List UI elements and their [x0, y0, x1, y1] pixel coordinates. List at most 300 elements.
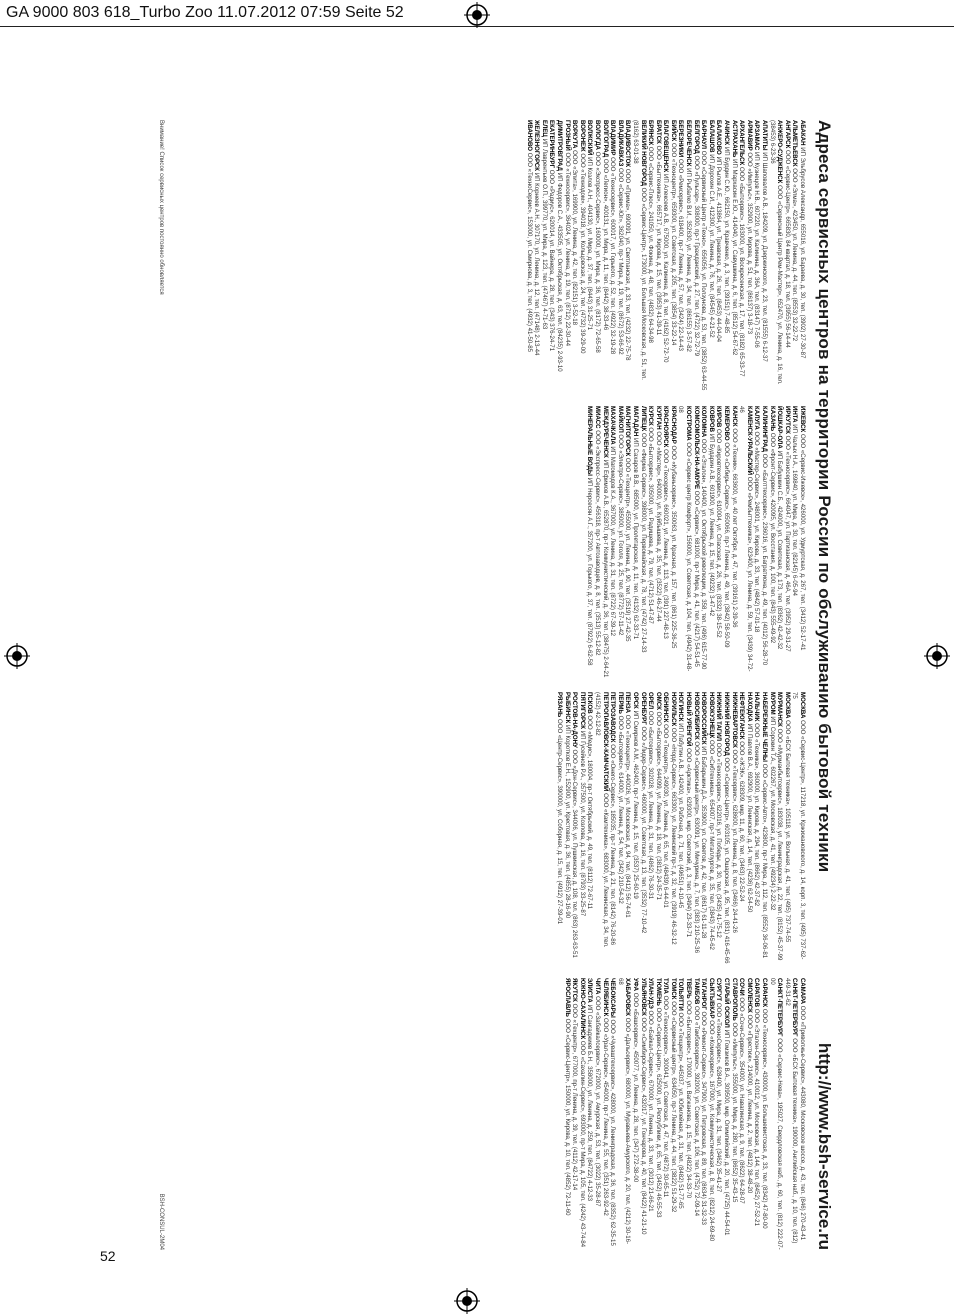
address-entry [760, 406, 768, 678]
address-details: ООО «Техцентр», 455000, ул. Ленина, д. 90, тел. (3519) 27-42-35 [624, 457, 632, 642]
city-name: БРАТСК [654, 120, 662, 144]
city-name: КУРСК [647, 406, 655, 426]
city-name: ТВЕРЬ [685, 978, 693, 999]
address-entry [776, 692, 784, 964]
address-entry [647, 978, 655, 1250]
city-name: АРМАВИР [745, 120, 753, 151]
address-details: ИП Козлов А.Н., 404130, ул. Мира, д. 37, тел. (8443) 31-25-71 [586, 157, 594, 331]
city-name: НОРИЛЬСК [669, 692, 677, 727]
city-name: ТАГАНРОГ [700, 978, 708, 1010]
address-details: ООО «Сервис-Центр», 173000, ул. Большая Московская, д. 51, тел. (8162) 63-01-38 [631, 120, 647, 380]
address-details: ИП Ефимов А.В., 652870, пр-т Коммунистический, д. 36, тел. (38475) 2-64-21 [601, 459, 609, 678]
city-name: РЯЗАНЬ [556, 692, 563, 718]
address-details: ООО «Фирма Сервис», 398000, ул. Первомайская, д. 78, тел. (4742) 27-14-33 [639, 432, 647, 653]
city-name: СТАВРОПОЛЬ [730, 978, 738, 1021]
address-entry [745, 978, 753, 1250]
city-name: НОГИНСК [677, 692, 685, 722]
address-entry [654, 978, 662, 1250]
city-name: КУРГАН [654, 406, 662, 430]
address-details: ООО «Сервис-Центр», 625000, ул. Республики, д. 65, тел. (3452) 46-55-33 [654, 1007, 662, 1218]
address-entry [692, 692, 700, 964]
address-details: ООО «Байкал-Сервис», 670000, ул. Ленина, д. 33, тел. (3012) 21-66-21 [647, 1010, 655, 1212]
address-entry [722, 978, 730, 1250]
address-details: ООО «Кубаньсервис», 350063, ул. Красная, д. 157, тел. (861) 225-36-25 [669, 445, 677, 649]
address-entry [563, 978, 571, 1250]
city-name: ОМСК [654, 692, 662, 710]
address-details: ООО «ТехноСервис», 153000, ул. Смирнова, д. 3, тел. (4932) 41-50-85 [525, 152, 533, 353]
address-details: ООО «Элма», 423450, ул. Ленина, д. 44, тел. (8553) 32-22-72 [791, 168, 799, 342]
address-entry [669, 978, 677, 1250]
address-entry [798, 120, 806, 392]
address-entry [707, 692, 715, 964]
address-details: ООО «Забайкалсервис», 672000, ул. Амурская, д. 53, тел. (3022) 35-28-87 [593, 996, 601, 1207]
address-entry [563, 120, 571, 392]
city-name: КАМЕНСК-УРАЛЬСКИЙ [745, 406, 753, 475]
address-details: ИП Алексеев А.В., 675000, ул. Калинина, д. 8, тел. (4162) 52-72-70 [662, 173, 670, 363]
city-name: ОБНИНСК [662, 692, 670, 723]
address-details: ИП Дорохин С.И., 412300, ул. Ленина, д. 76, тел. (84545) 4-21-52 [707, 154, 715, 338]
address-details: ООО «Арктика», 629300, мкр. Советский, д. 3, тел. (3494) 23-33-71 [685, 748, 693, 938]
address-entry [715, 692, 723, 964]
address-entry [609, 406, 617, 678]
address-entry [586, 692, 594, 964]
city-name: НАХОДКА [745, 692, 753, 722]
city-name: ЧИТА [593, 978, 601, 995]
address-details: ООО «Эталон-Сервис», 410012, ул. Московская, д. 144, тел. (8452) 27-52-21 [753, 1008, 761, 1226]
address-entry [685, 692, 693, 964]
address-entry [700, 692, 708, 964]
city-name: САНКТ-ПЕТЕРБУРГ [776, 978, 784, 1037]
address-entry [738, 120, 746, 392]
city-name: ВЛАДИКАВКАЗ [616, 120, 624, 167]
address-details: ООО «Медис», 180004, пр-т Октябрьский, д. 49, тел. (8112) 72-67-11 [586, 715, 594, 910]
address-column-2 [186, 406, 806, 678]
city-name: БАЛАКОВО [715, 120, 723, 155]
address-entry [730, 406, 738, 678]
address-entry [601, 978, 609, 1250]
address-entry [654, 692, 662, 964]
page-number: 52 [100, 1248, 116, 1264]
address-details: ООО «Радиус», 620014, ул. Вайнера, д. 28, тел. (343) 376-24-71 [548, 169, 556, 352]
address-details: ООО «Мастер-Сервис», 248001, ул. Кирова, д. 33, тел. (4842) 57-01-18 [753, 431, 761, 633]
address-details: ООО «Сервис-Центр», 603105, ул. Ошарская, д. 95, тел. (831) 416-45-66 [723, 757, 731, 964]
address-details: ООО «Сибтехника», 654007, пр-т Металлургов, д. 35, тел. (3843) 74-45-62 [707, 739, 715, 950]
address-entry [631, 406, 639, 678]
city-name: БИЙСК [669, 120, 677, 142]
address-entry [586, 406, 594, 678]
address-details: ООО «Сервис», 681000, пр-т Мира, д. 41, тел. (4217) 54-51-45 [692, 490, 700, 667]
address-details: ООО «БСХ Бытовая техника», 105118, ул. Вольная, д. 41, тел. (495) 737-74-55 [783, 720, 791, 943]
city-name: БЕЛГОРОД [692, 120, 700, 154]
address-entry [540, 120, 548, 392]
address-details: ООО «Сервисный центр», 630091, ул. Мичурина, д. 7, тел. (383) 210-25-36 [692, 741, 700, 953]
address-details: ООО «Урал-Сервис», 454000, пр-т Ленина, д. 55, тел. (351) 263-92-42 [601, 1018, 609, 1216]
address-details: ООО «Сервис-Плюс», 241050, ул. Фокина, д. 48, тел. (4832) 64-34-98 [647, 146, 655, 343]
address-details: ООО «Сервис-Центр», 150000, ул. Кирова, д. 10, тел. (4852) 72-11-60 [563, 1018, 571, 1216]
city-name: МУРОМ [768, 692, 776, 715]
address-details: ООО «Импульс», 355000, ул. Мира, д. 280, тел. (8652) 35-43-15 [730, 1022, 738, 1203]
address-details: ИП Мархасин Е.Ю., 414040, ул. Савушкина, д. 6, тел. (8512) 54-67-62 [730, 159, 738, 356]
address-details: ООО «Комисервис», 167000, ул. Коммунистическая, д. 8, тел. (8212) 24-69-80 [707, 1020, 715, 1242]
registration-mark-left-icon [4, 643, 30, 669]
city-name: ТОМСК [669, 978, 677, 1000]
city-name: СУРГУТ [715, 978, 723, 1002]
address-entry [745, 692, 753, 964]
city-name: ПЯТИГОРСК [578, 692, 586, 730]
address-details: ООО «Техцентр», 249030, ул. Ленина, д. 65, тел. (48439) 6-44-01 [662, 724, 670, 908]
city-name: НЕФТЕЮГАНСК [738, 692, 746, 740]
city-name: КАЛИНИНГРАД [761, 406, 769, 452]
document-code: BSH-CONSUL-2M04 [158, 1193, 164, 1250]
address-entry [783, 692, 791, 964]
city-name: ВОЛГОГРАД [601, 120, 609, 158]
service-centers-page [140, 110, 840, 1260]
address-details: ООО «Сервис центр Комфорт», 156000, ул. Советская, д. 104, тел. (4942) 31-48-08 [677, 406, 693, 672]
address-entry [768, 692, 776, 964]
address-entry [571, 120, 579, 392]
address-entry [624, 692, 632, 964]
address-details: ИП Сорокин Т.А., 602267, ул. Московская, д. 41, тел. (49234) 2-22-32 [768, 716, 776, 911]
address-entry [700, 406, 708, 678]
address-details: ООО «Ремсервис», 618400, пр-т Ленина, д. 57, тел. (3424) 22-14-43 [677, 158, 685, 351]
address-details: ООО «Сервис-Центр», 117218, ул. Кржижановского, д. 14, корп. 3, тел. (495) 737-62-75 [791, 692, 806, 960]
address-entry [677, 406, 692, 678]
address-details: ООО «Кировтехсервис», 610004, ул. Спасская, д. 26, тел. (8332) 38-15-52 [715, 428, 723, 638]
address-details: ООО «Балттехсервис», 236016, ул. Багратиона, д. 49, тел. (4012) 56-28-70 [761, 453, 769, 666]
address-entry [722, 120, 730, 392]
address-details: ИП Гомзиков В.А., 309500, мкр. Олимпийский, д. 20, тел. (4725) 44-54-01 [723, 1029, 731, 1236]
city-name: МАГНИТОГОРСК [624, 406, 632, 457]
address-details: ООО «Мурманбытсервис», 183038, ул. Ленинградская, д. 22, тел. (8152) 45-37-99 [776, 728, 784, 961]
city-name: ВЕЛИКИЙ НОВГОРОД [639, 120, 647, 186]
address-entry [593, 978, 601, 1250]
address-details: ООО «Симбирск-Сервис», 432017, ул. Гончарова, д. 40, тел. (8422) 41-21-10 [639, 1017, 647, 1235]
city-name: ВЛАДИМИР [609, 120, 617, 156]
city-name: БАРНАУЛ [700, 120, 708, 150]
registration-mark-top-icon [464, 2, 490, 28]
address-entry [685, 978, 693, 1250]
address-entry [791, 120, 799, 392]
address-details: ООО «Онего-Сервис», 185035, пр-т Ленина, д. 21, тел. (8142) 76-20-86 [609, 744, 617, 946]
address-details: ООО «Сервисный Центр «Техно», 656056, ул. Ползунова, д. 53, тел. (3852) 63-44-55 [700, 150, 708, 391]
address-details: ООО «ТехноСервис», 628400, ул. Мира, д. 31, тел. (3462) 35-41-27 [715, 1002, 723, 1193]
address-details: ООО «Электро-Сервис», 385000, ул. Гоголя, д. 25, тел. (8772) 57-11-42 [616, 434, 624, 636]
address-details: ООО «Чуваштехсервис», 428000, ул. Ленинградская, д. 36, тел. (8352) 62-35-15 [609, 1019, 617, 1246]
address-details: ИП Коротков Е.Н., 152900, ул. Крестовая, д. 36, тел. (4855) 28-16-90 [563, 725, 571, 919]
address-entry [571, 978, 579, 1250]
city-name: АПАТИТЫ [761, 120, 769, 151]
address-details: ООО «Сервисный Центр Рем-Мастер», 652470, ул. Ленина, д. 16, тел. (38453) 6-23-36 [768, 120, 784, 385]
address-details: ООО «Рембыттехника», 623400, ул. Ленина, д. 59, тел. (3439) 34-72-46 [738, 406, 753, 672]
address-details: ООО «Бытсервис», 644099, ул. Ленина, д. 18, тел. (3812) 24-35-71 [654, 711, 662, 900]
address-details: ООО «Экспресс-Сервис», 160000, ул. Мира, д. 36, тел. (8172) 72-65-58 [593, 151, 601, 353]
address-entry [563, 692, 571, 964]
address-entry [738, 978, 746, 1250]
city-name: ЯКУТСК [571, 978, 579, 1002]
city-name: КАЛУГА [753, 406, 761, 430]
address-details: ООО «Бытсервис», 305000, ул. Радищева, д. 79, тел. (4712) 51-47-87 [647, 427, 655, 624]
address-details: ИП Бабушкин С.Б., 424000, ул. Советская, д. 173, тел. (8362) 42-42-32 [776, 450, 784, 650]
address-entry [616, 406, 624, 678]
address-entry [677, 692, 685, 964]
address-details: ООО «Лидер-Сервис», 460000, ул. Советская, д. 13, тел. (3532) 77-10-42 [639, 726, 647, 934]
address-details: ООО «Сервис-Нева», 195027, Свердловская наб., д. 60, тел. (812) 222-07-00 [768, 978, 784, 1250]
address-entry [555, 120, 563, 392]
address-entry [639, 406, 647, 678]
address-entry [601, 406, 609, 678]
address-details: ООО «Бытсервис», 614000, ул. Ленина, д. 54, тел. (342) 210-54-32 [616, 715, 624, 904]
address-entry [578, 978, 586, 1250]
city-name: КОМСОМОЛЬСК-НА-АМУРЕ [692, 406, 700, 490]
address-entry [760, 978, 768, 1250]
address-details: ООО «Приволжье-Сервис», 443080, Московское шоссе, д. 43, тел. (846) 270-43-41 [799, 1005, 806, 1241]
city-name: ДИМИТРОВГРАД [556, 120, 563, 171]
address-entry [631, 120, 646, 392]
address-details: ООО «Экспресс-Сервис», 456318, пр-т Автозаводцев, д. 8, тел. (3513) 55-12-82 [593, 430, 601, 656]
address-entry [647, 692, 655, 964]
city-name: СМОЛЕНСК [745, 978, 753, 1013]
service-website-link[interactable]: http://www.bsh-service.ru [815, 1042, 834, 1250]
city-name: ЖЕЛЕЗНОГОРСК [533, 120, 541, 172]
address-details: ООО «Импульс», 352900, ул. Кирова, д. 51, тел. (86137) 3-18-73 [745, 152, 753, 334]
city-name: ЙОШКАР-ОЛА [776, 406, 784, 449]
address-entry [791, 406, 799, 678]
address-entry [700, 978, 708, 1250]
address-details: ИП Лабутин А.В., 142400, ул. Рабочая, д. 71, тел. (49651) 4-10-45 [677, 723, 685, 909]
city-name: САРАТОВ [753, 978, 761, 1007]
address-entry [609, 120, 617, 392]
address-entry [738, 692, 746, 964]
city-name: РЫБИНСК [563, 692, 571, 724]
address-details: ООО «Башсервис», 450077, ул. Ленина, д. 28, тел. (347) 272-38-00 [631, 992, 639, 1183]
address-details: ООО «Сочи-Сервис», 354000, ул. Навагинская, д. 9, тел. (8622) 64-28-07 [738, 997, 746, 1204]
city-name: МОСКВА [783, 692, 791, 719]
address-details: ООО «Дон-Сервис», 344006, ул. Пушкинская, д. 108, тел. (863) 263-63-51 [571, 749, 579, 958]
address-details: ООО «Элита», 169900, ул. Ленина, д. 42, тел. (82151) 3-52-18 [571, 150, 579, 326]
address-entry [639, 692, 647, 964]
address-entry [692, 406, 700, 678]
address-entry [730, 692, 738, 964]
city-name: МИНЕРАЛЬНЫЕ ВОДЫ [586, 406, 594, 476]
city-name: ЧЕБОКСАРЫ [609, 978, 617, 1018]
city-name: ВОЛОГДА [593, 120, 601, 150]
address-entry [707, 406, 715, 678]
address-details: ООО «Сахалин-Сервис», 693000, пр-т Мира, д. 105, тел. (4242) 43-74-84 [578, 1040, 586, 1248]
city-name: ТАМБОВ [692, 978, 700, 1005]
address-details: ООО «Техсервис», 660021, ул. Ленина, д. 113, тел. (391) 227-48-13 [662, 449, 670, 639]
city-name: САРАНСК [761, 978, 769, 1008]
address-entry [783, 978, 798, 1250]
address-entry [647, 120, 655, 392]
address-entry [768, 978, 783, 1250]
address-entry [715, 978, 723, 1250]
city-name: АРХАНГЕЛЬСК [738, 120, 746, 166]
address-details: ООО «ЖЭК», 628309, мкр. 11, д. 60, тел. (3463) 22-52-24 [738, 741, 746, 902]
city-name: ПЕНЗА [624, 692, 632, 714]
address-entry [662, 692, 670, 964]
city-name: ГРОЗНЫЙ [563, 120, 571, 151]
city-name: ТЮМЕНЬ [654, 978, 662, 1006]
address-details: ИП Бударин А.В., 601900, ул. Ленина, д. 15, тел. (49232) 3-47-42 [707, 433, 715, 617]
address-entry [647, 406, 655, 678]
address-entry [745, 120, 753, 392]
city-name: КОСТРОМА [685, 406, 693, 441]
address-details: ООО «Бытсервис», 163000, ул. Воскресенская, д. 17, тел. (8182) 65-33-77 [738, 166, 746, 377]
address-entry [798, 978, 806, 1250]
address-details: ИП Рыбалко В.И., 352630, ул. Ленина, д. 34, тел. (86155) 3-57-82 [685, 168, 693, 352]
city-name: НОВОРОССИЙСК [700, 692, 708, 745]
city-name: НАБЕРЕЖНЫЕ ЧЕЛНЫ [761, 692, 769, 762]
address-details: ИП Бурдин С.Ю., 662150, ул. Кравченко, д. 3, тел. (39151) 7-48-85 [723, 146, 731, 334]
address-entry [692, 978, 700, 1250]
city-name: БЕЛОРЕЧЕНСК [685, 120, 693, 167]
city-name: ОРЕЛ [647, 692, 655, 710]
city-name: ЕЛЕЦ [540, 120, 548, 137]
address-entry [571, 692, 579, 964]
city-name: НОВОКУЗНЕЦК [707, 692, 715, 739]
city-name: УФА [631, 978, 639, 992]
address-entry [753, 406, 761, 678]
city-name: КАНСК [730, 406, 738, 427]
address-details: ООО «Норд-Сервис», 663300, ул. Ленинский пр-т, д. 32, тел. (3919) 46-32-12 [669, 727, 677, 945]
address-entry [609, 692, 617, 964]
city-name: АЛЬМЕТЬЕВСК [791, 120, 799, 167]
city-name: КРАСНОДАР [669, 406, 677, 444]
registration-mark-right-icon [924, 643, 950, 669]
city-name: АСТРАХАНЬ [730, 120, 738, 158]
city-name: РОСТОВ-НА-ДОНУ [571, 692, 579, 748]
address-details: ООО «БСХ Бытовая техника», 190000, Английская наб., д. 10, тел. (812) 449-31-62 [783, 978, 799, 1244]
city-name: ОРСК [631, 692, 639, 709]
address-details: ООО «Техносервис», 600017, ул. Горького, д. 52, тел. (4922) 32-19-28 [609, 157, 617, 355]
city-name: НОВОСИБИРСК [692, 692, 700, 740]
city-name: ПСКОВ [586, 692, 594, 714]
city-name: ХАБАРОВСК [624, 978, 632, 1017]
city-name: МЕЖДУРЕЧЕНСК [601, 406, 609, 458]
address-entry [624, 120, 632, 392]
address-details: ИП Шаповалов А.В., 184209, ул. Дзержинского, д. 23, тел. (81555) 6-12-37 [761, 152, 769, 362]
address-details: ООО «Бытсервис», 170000, ул. Вагжанова, д. 15, тел. (4822) 34-33-70 [685, 1000, 693, 1199]
address-details: ООО «Ремонт-Сервис», 347900, ул. Петровская, д. 89, тел. (8634) 31-32-33 [700, 1011, 708, 1225]
city-name: МОСКВА [799, 692, 806, 719]
address-entry [768, 120, 783, 392]
address-entry [707, 978, 715, 1250]
address-details: ООО «Легион», 400131, ул. Мира, д. 11, тел. (8442) 38-33-46 [601, 158, 609, 331]
address-details: ИП Магомедов К.А., 367000, ул. Ленина, д. 31, тел. (8722) 67-39-12 [609, 446, 617, 637]
address-details: ООО «Техсервис», 628600, ул. Ленина, д. 8, тел. (3466) 24-41-26 [730, 749, 738, 933]
city-name: ТОЛЬЯТТИ [677, 978, 685, 1011]
address-entry [738, 406, 753, 678]
address-details: ИП Гусейнов Р.А., 357500, ул. Козлова, д. 16, тел. (8793) 33-25-87 [578, 730, 586, 917]
address-details: ООО «Техносервис», 364024, ул. Ленина, д. 19, тел. (8712) 22-30-44 [563, 152, 571, 347]
address-entry [662, 978, 670, 1250]
address-entry [616, 120, 624, 392]
address-entry [722, 406, 730, 678]
address-column-4 [186, 978, 806, 1250]
address-details: ООО «Бытсервис», 302028, ул. Ленина, д. 31, тел. (4862) 76-30-31 [647, 710, 655, 900]
city-name: КАЗАНЬ [768, 406, 776, 432]
address-entry [760, 120, 768, 392]
address-details: ООО «Техника», 360000, ул. Кирова, д. 294, тел. (8662) 42-37-82 [753, 723, 761, 907]
address-column-1 [186, 120, 806, 392]
address-entry [753, 120, 761, 392]
address-columns [186, 120, 806, 1250]
city-name: ИЖЕВСК [799, 406, 806, 433]
address-entry [601, 120, 609, 392]
city-name: ОРЕНБУРГ [639, 692, 647, 725]
city-name: НИЖНИЙ НОВГОРОД [723, 692, 731, 756]
city-name: ЯРОСЛАВЛЬ [563, 978, 571, 1017]
address-entry [707, 120, 715, 392]
city-name: АБАКАН [799, 120, 806, 146]
address-details: ИП Рылов А.Е., 413864, ул. Трнавская, д. 26, тел. (8453) 44-04-04 [715, 156, 723, 343]
address-details: ООО «Сервис-Центр», 665830, 84 квартал, д. 18, тел. (3955) 56-14-44 [783, 150, 791, 348]
address-entry [753, 978, 761, 1250]
address-details: ООО «Сервис-Ижевск», 426000, ул. Удмуртская, д. 267, тел. (3412) 52-17-41 [799, 433, 806, 651]
city-name: МАГАДАН [631, 406, 639, 437]
address-entry [654, 120, 662, 392]
address-entry [654, 406, 662, 678]
address-details: ООО «Престиж», 214000, ул. Ленина, д. 2, тел. (4812) 38-48-20 [745, 1014, 753, 1194]
address-details: ООО «Техносервис», 430000, ул. Большевистская, д. 33, тел. (8342) 47-80-00 [761, 1008, 769, 1229]
address-entry [700, 120, 708, 392]
city-name: АНГАРСК [783, 120, 791, 149]
address-entry [715, 406, 723, 678]
address-details: ООО «Мастер», 640000, ул. Куйбышева, д. 35, тел. (3522) 46-27-44 [654, 431, 662, 622]
city-name: УЛАН-УДЭ [647, 978, 655, 1009]
update-notice: Внимание! Список сервисных центров постоянно обновляется [158, 120, 164, 295]
address-entry [586, 120, 594, 392]
address-entry [669, 406, 677, 678]
address-details: ИП Кузнецов Н.В., 607220, ул. Калинина, д. 36А, тел. (83147) 7-55-06 [753, 152, 761, 348]
address-details: ИП Нерсесян А.Г., 357200, ул. Горького, д. 37, тел. (87922) 6-62-58 [586, 477, 594, 666]
address-details: ООО «Сервис-Авто», 423800, пр-т Мира, д. 112, тел. (8552) 36-06-81 [761, 763, 769, 959]
address-entry [548, 120, 556, 392]
address-details: ООО «Сибирь-Сервис», 650066, пр-т Ленина, д. 49, тел. (3842) 58-50-09 [723, 442, 731, 648]
city-name: ПЕТРОПАВЛОВСК-КАМЧАТСКИЙ [601, 692, 609, 792]
city-name: ВОРОНЕЖ [578, 120, 586, 152]
city-name: ВОЛЖСКИЙ [586, 120, 594, 156]
address-details: ИП Сангаджиев Б.Н., 358000, ул. Ленина, д. 259, тел. (84722) 4-12-33 [586, 1004, 594, 1202]
address-details: ООО «Фронт-Сервис», 420095, ул. Восстания, д. 100, тел. (843) 555-49-92 [768, 432, 776, 644]
print-slug-text: GA 9000 803 618_Turbo Zoo 11.07.2012 07:59 Seite 52 [6, 4, 404, 21]
address-details: ИП Бабарыкин Д.А., 353900, ул. Советов, д. 42, тел. (8617) 61-11-28 [700, 746, 708, 939]
address-entry [783, 120, 791, 392]
address-entry [639, 978, 647, 1250]
city-name: МАХАЧКАЛА [609, 406, 617, 445]
address-entry [586, 978, 594, 1250]
address-details: ООО «Быттехника», 665717, ул. Кирова, д. 15, тел. (3953) 41-39-11 [654, 145, 662, 336]
city-name: БАЛАШОВ [707, 120, 715, 153]
address-entry [783, 406, 791, 678]
address-details: ООО «Тамбовсервис», 392000, ул. Советская, д. 106, тел. (4752) 72-09-14 [692, 1006, 700, 1217]
city-name: ТУЛА [662, 978, 670, 994]
address-entry [662, 120, 670, 392]
address-details: ООО «Технодом», 394018, ул. Кольцовская, д. 24, тел. (4732) 39-29-00 [578, 153, 586, 354]
address-details: ООО «Сервисный центр», 634050, пр-т Ленина, д. 44, тел. (3822) 51-29-32 [669, 1001, 677, 1213]
address-details: ООО «Пульсар», 308000, пр-т Гражданский, д. 27, тел. (4722) 32-72-79 [692, 155, 700, 357]
address-details: ООО «Техцентр», 445037, ул. Юбилейная, д. 31, тел. (8482) 51-77-65 [677, 1012, 685, 1209]
city-name: ИНТА [791, 406, 799, 423]
address-entry [616, 978, 631, 1250]
city-name: ЕКАТЕРИНБУРГ [548, 120, 556, 169]
city-name: АРЗАМАС [753, 120, 761, 151]
city-name: КРАСНОЯРСК [662, 406, 670, 448]
city-name: НАЛЬЧИК [753, 692, 761, 722]
address-entry [677, 120, 685, 392]
address-entry [760, 692, 768, 964]
address-entry [768, 406, 776, 678]
